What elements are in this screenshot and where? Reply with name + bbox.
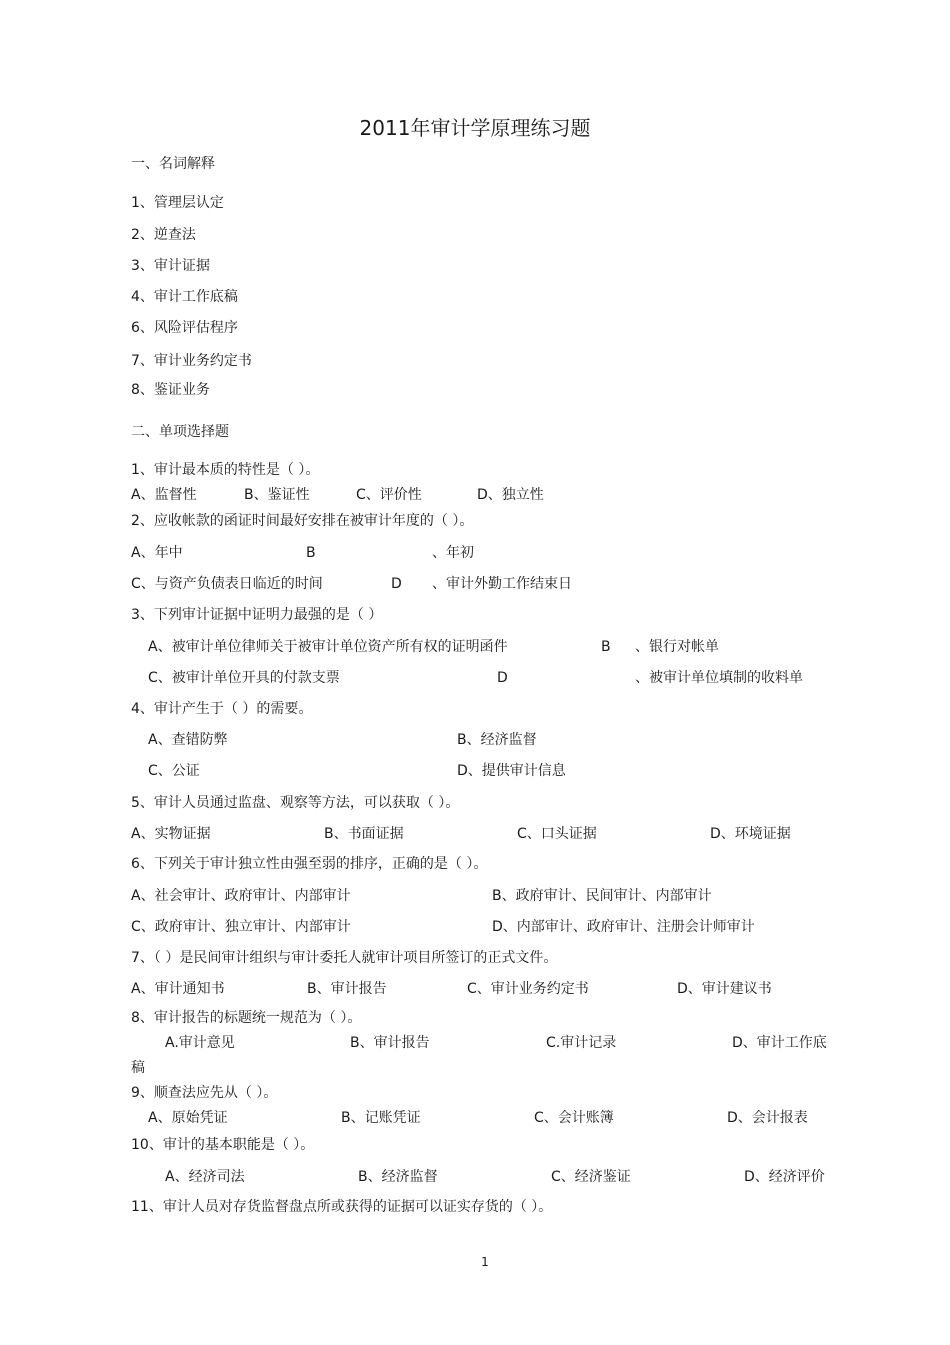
option-d-wrap: 稿 <box>131 1060 145 1076</box>
option-c: C、会计账簿 <box>534 1110 614 1126</box>
option-c: C、与资产负债表日临近的时间 <box>131 576 323 592</box>
option-d: D、经济评价 <box>744 1169 825 1185</box>
option-c: C、公证 <box>148 763 200 779</box>
option-b: B、记账凭证 <box>341 1110 421 1126</box>
page-number: 1 <box>481 1255 489 1269</box>
option-d: D、会计报表 <box>727 1110 808 1126</box>
option-b: B、审计报告 <box>307 981 387 997</box>
option-b: B、经济监督 <box>457 732 537 748</box>
option-a: A、社会审计、政府审计、内部审计 <box>131 888 351 904</box>
term-item: 2、逆查法 <box>131 227 196 243</box>
option-a: A、查错防弊 <box>148 732 228 748</box>
option-b: B、政府审计、民间审计、内部审计 <box>492 888 712 904</box>
question-stem: 4、审计产生于（ ）的需要。 <box>131 701 313 717</box>
option-b: B、审计报告 <box>350 1035 430 1051</box>
option-d: D、环境证据 <box>710 826 791 842</box>
option-b-text: 、年初 <box>432 545 474 561</box>
option-c: C、口头证据 <box>517 826 597 842</box>
option-a: A、年中 <box>131 545 183 561</box>
option-d-text: 、审计外勤工作结束日 <box>432 576 572 592</box>
option-c: C、被审计单位开具的付款支票 <box>148 670 340 686</box>
option-a: A、监督性 <box>131 487 197 503</box>
term-item: 6、风险评估程序 <box>131 320 238 336</box>
question-stem: 1、审计最本质的特性是（ ）。 <box>131 462 320 478</box>
question-stem: 7、（ ）是民间审计组织与审计委托人就审计项目所签订的正式文件。 <box>131 950 558 966</box>
option-c: C、经济鉴证 <box>551 1169 631 1185</box>
option-d: D、审计建议书 <box>677 981 772 997</box>
option-b: B、经济监督 <box>358 1169 438 1185</box>
option-b: B、鉴证性 <box>244 487 310 503</box>
option-b-letter: B <box>306 545 316 561</box>
option-c: C、评价性 <box>356 487 422 503</box>
question-stem: 3、下列审计证据中证明力最强的是（ ） <box>131 607 383 623</box>
option-b-text: 、银行对帐单 <box>635 639 719 655</box>
option-a: A、审计通知书 <box>131 981 225 997</box>
option-a: A.审计意见 <box>165 1035 235 1051</box>
option-d-text: 、被审计单位填制的收料单 <box>635 670 803 686</box>
term-item: 7、审计业务约定书 <box>131 353 252 369</box>
option-d: D、独立性 <box>477 487 544 503</box>
question-stem: 5、审计人员通过监盘、观察等方法，可以获取（ ）。 <box>131 795 460 811</box>
option-d: D、审计工作底 <box>732 1035 827 1051</box>
option-d: D、内部审计、政府审计、注册会计师审计 <box>492 919 755 935</box>
question-stem: 8、审计报告的标题统一规范为（ ）。 <box>131 1010 362 1026</box>
section-heading-definitions: 一、名词解释 <box>131 156 215 172</box>
option-a: A、实物证据 <box>131 826 211 842</box>
page-title: 2011年审计学原理练习题 <box>359 116 591 140</box>
question-stem: 2、应收帐款的函证时间最好安排在被审计年度的（ ）。 <box>131 513 474 529</box>
option-c: C、政府审计、独立审计、内部审计 <box>131 919 351 935</box>
option-d-letter: D <box>391 576 402 592</box>
term-item: 4、审计工作底稿 <box>131 289 238 305</box>
option-c: C、审计业务约定书 <box>467 981 589 997</box>
option-b-letter: B <box>601 639 611 655</box>
option-c: C.审计记录 <box>546 1035 617 1051</box>
term-item: 8、鉴证业务 <box>131 382 210 398</box>
question-stem: 6、下列关于审计独立性由强至弱的排序，正确的是（ ）。 <box>131 856 488 872</box>
question-stem: 9、顺查法应先从（ ）。 <box>131 1085 278 1101</box>
question-stem: 10、审计的基本职能是（ ）。 <box>131 1137 315 1153</box>
option-b: B、书面证据 <box>324 826 404 842</box>
option-a: A、经济司法 <box>165 1169 245 1185</box>
term-item: 3、审计证据 <box>131 258 210 274</box>
option-d-letter: D <box>497 670 508 686</box>
term-item: 1、管理层认定 <box>131 195 224 211</box>
section-heading-single-choice: 二、单项选择题 <box>131 424 229 440</box>
question-stem: 11、审计人员对存货监督盘点所或获得的证据可以证实存货的（ ）。 <box>131 1199 553 1215</box>
option-d: D、提供审计信息 <box>457 763 566 779</box>
option-a: A、被审计单位律师关于被审计单位资产所有权的证明函件 <box>148 639 508 655</box>
option-a: A、原始凭证 <box>148 1110 228 1126</box>
